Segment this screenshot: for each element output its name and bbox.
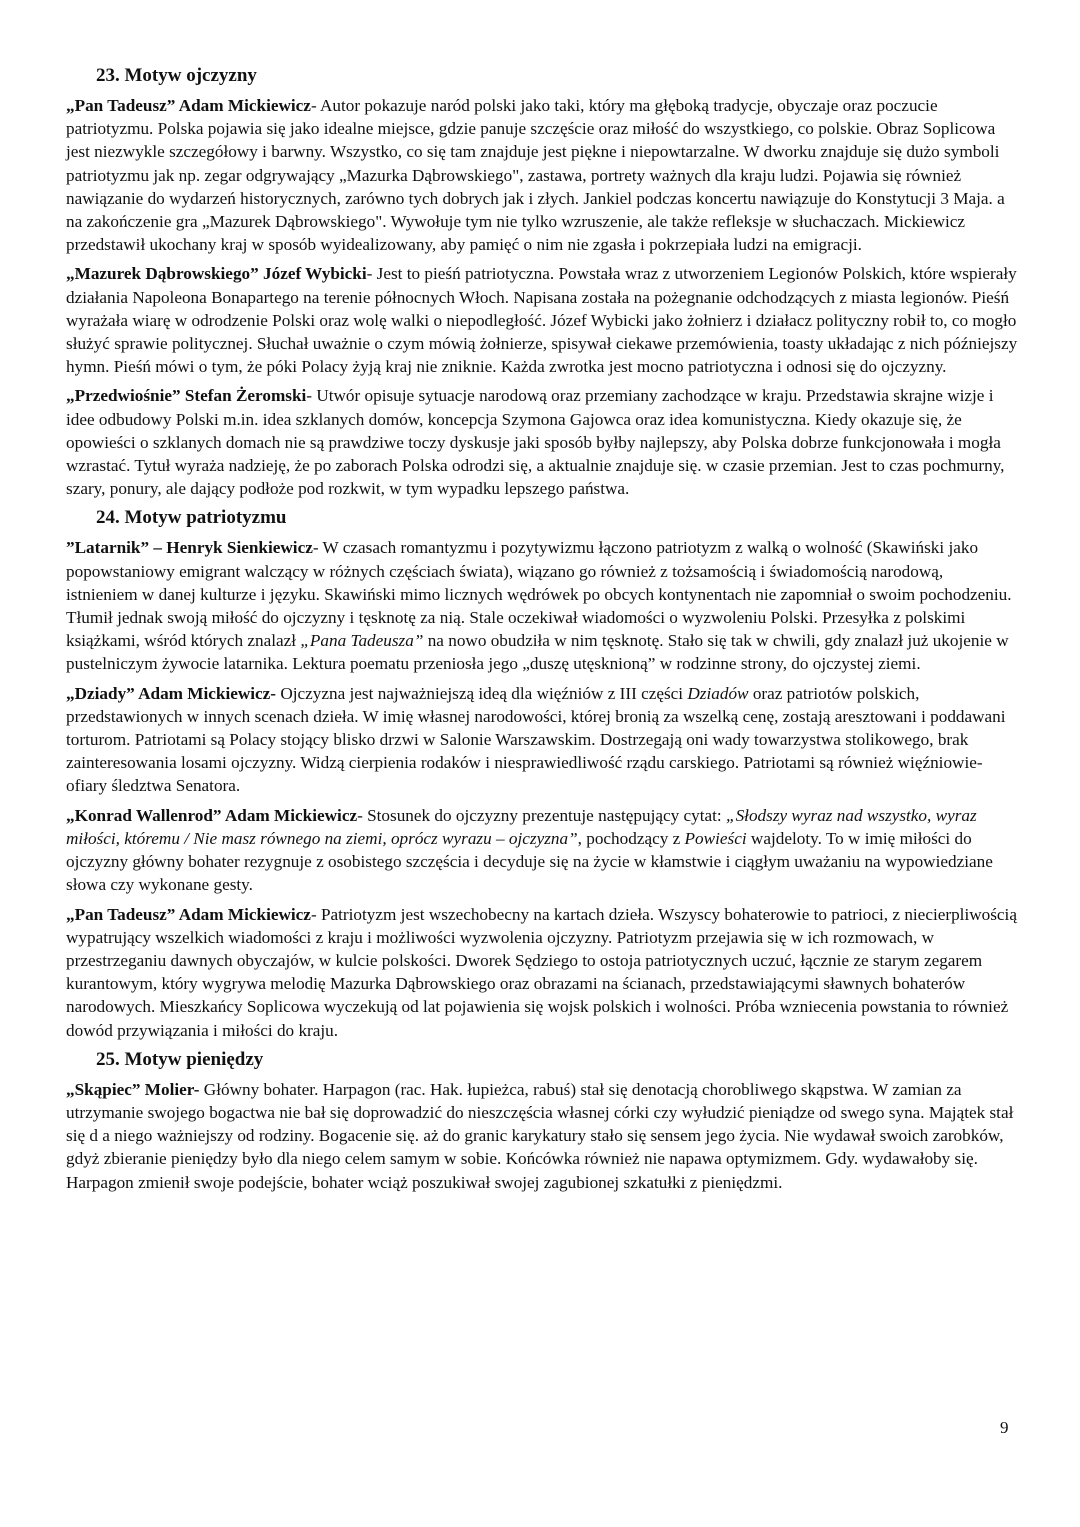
section-heading-pieniedzy: 25. Motyw pieniędzy — [96, 1048, 264, 1070]
page-content — [66, 64, 1018, 1200]
paragraph-title: „Pan Tadeusz” Adam Mickiewicz — [66, 96, 311, 115]
paragraph-text: Ojczyzna jest najważniejszą ideą dla więźniów z III części — [276, 683, 688, 703]
paragraph-text: - Patriotyzm jest wszechobecny na kartach dzieła. Wszyscy bohaterowie to patrioci, z niecierpliwością wypatrujący wszelkich wiadomości z kraju i możliwości wyzwolenia ojczyzny. Patriotyzm przejawia się w ich rozmowach, w przestrzeganiu dawnych obyczajów, w kulcie polskości. Dworek Sędziego to ostoja patriotycznych uczuć, łącznie ze starym zegarem kurantowym, który wygrywa melodię Mazurka Dąbrowskiego oraz obrazami na ścianach, przedstawiającymi sławnych bohaterów narodowych. Mieszkańcy Soplicowa wyczekują od lat pojawienia się wojsk polskich i wolności. Próba wzniecenia powstania to również dowód przywiązania i miłości do kraju. — [66, 904, 1017, 1040]
paragraph-text: - Autor pokazuje naród polski jako taki, który ma głęboką tradycje, obyczaje oraz poczucie patriotyzmu. Polska pojawia się jako idealne miejsce, gdzie panuje szczęście oraz miłość do wszystkiego, co polskie. Obraz Soplicowa jest niezwykle szczegółowy i barwny. Wszystko, co się tam znajduje jest piękne i niepowtarzalne. W dworku znajduje się dużo symboli patriotyzmu jak np. zegar odgrywający „Mazurka Dąbrowskiego", zastawa, portrety ważnych dla kraju ludzi. Pojawia się również nawiązanie do wydarzeń historycznych, zarówno tych dobrych jak i złych. Jankiel podczas koncertu nawiązuje do Konstytucji 3 Maja. a na zakończenie gra „Mazurek Dąbrowskiego". Wywołuje tym nie tylko wzruszenie, ale także refleksje w słuchaczach. Mickiewicz przedstawił ukochany kraj w sposób wyidealizowany, aby pamięć o nim nie zgasła i pokrzepiała ludzi na emigracji. — [66, 96, 1005, 255]
paragraph-title: „Mazurek Dąbrowskiego” Józef Wybicki — [66, 264, 367, 284]
paragraph-pan-tadeusz-patriotyzm — [66, 903, 1018, 1042]
paragraph-italic: Dziadów — [687, 683, 749, 703]
paragraph-dziady — [66, 682, 1018, 798]
paragraph-text: - Utwór opisuje sytuacje narodową oraz przemiany zachodzące w kraju. Przedstawia skrajne wizje i idee odbudowy Polski m.in. idea szklanych domów, koncepcja Szymona Gajowca oraz idea komunistyczna. Kiedy okazuje się, że opowieści o szklanych domach nie są prawdziwe toczy dyskusje jaki sposób byłby najlepszy, aby Polska dobrze funkcjonowała i mogła wzrastać. Tytuł wyraża nadzieję, że po zaborach Polska odrodzi się, a aktualnie znajduje się. w czasie przemian. Jest to czas pochmurny, szary, ponury, ale dający podłoże pod rozkwit, w tym wypadku lepszego państwa. — [66, 386, 1005, 499]
page-number: 9 — [1000, 1418, 1009, 1437]
paragraph-text: Główny bohater. Harpagon (rac. Hak. łupieżca, rabuś) stał się denotacją chorobliwego skąpstwa. W zamian za utrzymanie swojego bogactwa nie bał się doprowadzić do nieszczęścia własnej córki czy wyłudzić pieniądze od swego syna. Majątek stał się d a niego ważniejszy od rodziny. Bogacenie się. aż do granic karykatury stało się sensem jego życia. Nie wydawał swoich zarobków, gdyż zbieranie pieniędzy było dla niego celem samym w sobie. Końcówka również nie napawa optymizmem. Gdy. wydawałoby się. Harpagon zmienił swoje podejście, bohater wciąż poszukiwał swojej zagubionej szkatułki z pieniędzmi. — [66, 1079, 1014, 1192]
paragraph-skapiec — [66, 1078, 1018, 1194]
paragraph-przedwiosnie — [66, 384, 1018, 500]
paragraph-title: „Konrad Wallenrod” Adam Mickiewicz — [66, 805, 358, 825]
paragraph-italic: „Słodszy wyraz nad wszystko, wyraz miłości, któremu / Nie masz równego na ziemi, oprócz wyrazu – ojczyzna” — [66, 805, 977, 848]
paragraph-text: - Stosunek do ojczyzny prezentuje następujący cytat: — [357, 805, 727, 825]
paragraph-latarnik — [66, 536, 1018, 675]
paragraph-title: ”Latarnik” – Henryk Sienkiewicz — [66, 538, 313, 558]
paragraph-title: „Pan Tadeusz” Adam Mickiewicz — [66, 904, 311, 924]
paragraph-italic-2: Powieści — [684, 828, 747, 848]
paragraph-title: „Dziady” Adam Mickiewicz- — [66, 683, 277, 703]
section-heading-patriotyzmu: 24. Motyw patriotyzmu — [96, 507, 287, 529]
paragraph-text-after: oraz patriotów polskich, przedstawionych w innych scenach dzieła. W imię własnej narodowości, której bronią za wszelką cenę, zostają aresztowani i poddawani torturom. Patriotami są Polacy stojący blisko drzwi w Salonie Warszawskim. Dostrzegają oni wady towarzystwa stolikowego, brak zainteresowania losami ojczyzny. Widzą cierpienia rodaków i niesprawiedliwość rządu carskiego. Patriotami są również więźniowie- ofiary śledztwa Senatora. — [66, 683, 1006, 796]
paragraph-text-after: , pochodzący z — [577, 828, 685, 848]
paragraph-mazurek-dabrowskiego — [66, 262, 1018, 378]
paragraph-konrad-wallenrod — [66, 804, 1018, 897]
paragraph-text: - Jest to pieśń patriotyczna. Powstała wraz z utworzeniem Legionów Polskich, które wspierały działania Napoleona Bonapartego na terenie północnych Włoch. Napisana została na pożegnanie odchodzących z miasta legionów. Pieśń wyrażała wiarę w odrodzenie Polski oraz wolę walki o niepodległość. Józef Wybicki jako żołnierz i działacz polityczny robił to, co mogło służyć sprawie politycznej. Słuchał uważnie o czym mówią żołnierze, spisywał ciekawe przemówienia, toasty układając z nich późniejszy hymn. Pieśń mówi o tym, że póki Polacy żyją kraj nie zniknie. Każda zwrotka jest mocno patriotyczna i odnosi się do ojczyzny. — [66, 264, 1018, 377]
paragraph-title: „Przedwiośnie” Stefan Żeromski — [66, 386, 307, 406]
paragraph-title: „Skąpiec” Molier- — [66, 1079, 200, 1099]
paragraph-italic: „Pana Tadeusza” — [300, 631, 424, 651]
paragraph-pan-tadeusz-ojczyzna — [66, 94, 1018, 256]
paragraph-text-after: na nowo obudziła w nim tęsknotę. Stało się tak w chwili, gdy znalazł już ukojenie w pustelniczym żywocie latarnika. Lektura poematu przeniosła jego „duszę utęsknioną” w rodzinne strony, do ojczystej ziemi. — [66, 631, 1009, 674]
paragraph-text: - W czasach romantyzmu i pozytywizmu łączono patriotyzm z walką o wolność (Skawiński jako popowstaniowy emigrant walczący w różnych częściach świata), wiązano go również z tożsamością i świadomością narodową, istnieniem w danej kulturze i języku. Skawiński mimo licznych wędrówek po obcych kontynentach nie zapomniał o swoim pochodzeniu. Tłumił jednak swoją miłość do ojczyzny i tęsknotę za nią. Stale oczekiwał wiadomości o wyzwoleniu Polski. Przesyłka z polskimi książkami, wśród których znalazł — [66, 538, 1012, 651]
section-heading-ojczyzny: 23. Motyw ojczyzny — [96, 65, 257, 86]
paragraph-text-after-2: wajdeloty. To w imię miłości do ojczyzny główny bohater rezygnuje z osobistego szczęścia i decyduje się na życie w kłamstwie i ciągłym uważaniu na wypowiedziane słowa czy wykonane gesty. — [66, 828, 993, 895]
